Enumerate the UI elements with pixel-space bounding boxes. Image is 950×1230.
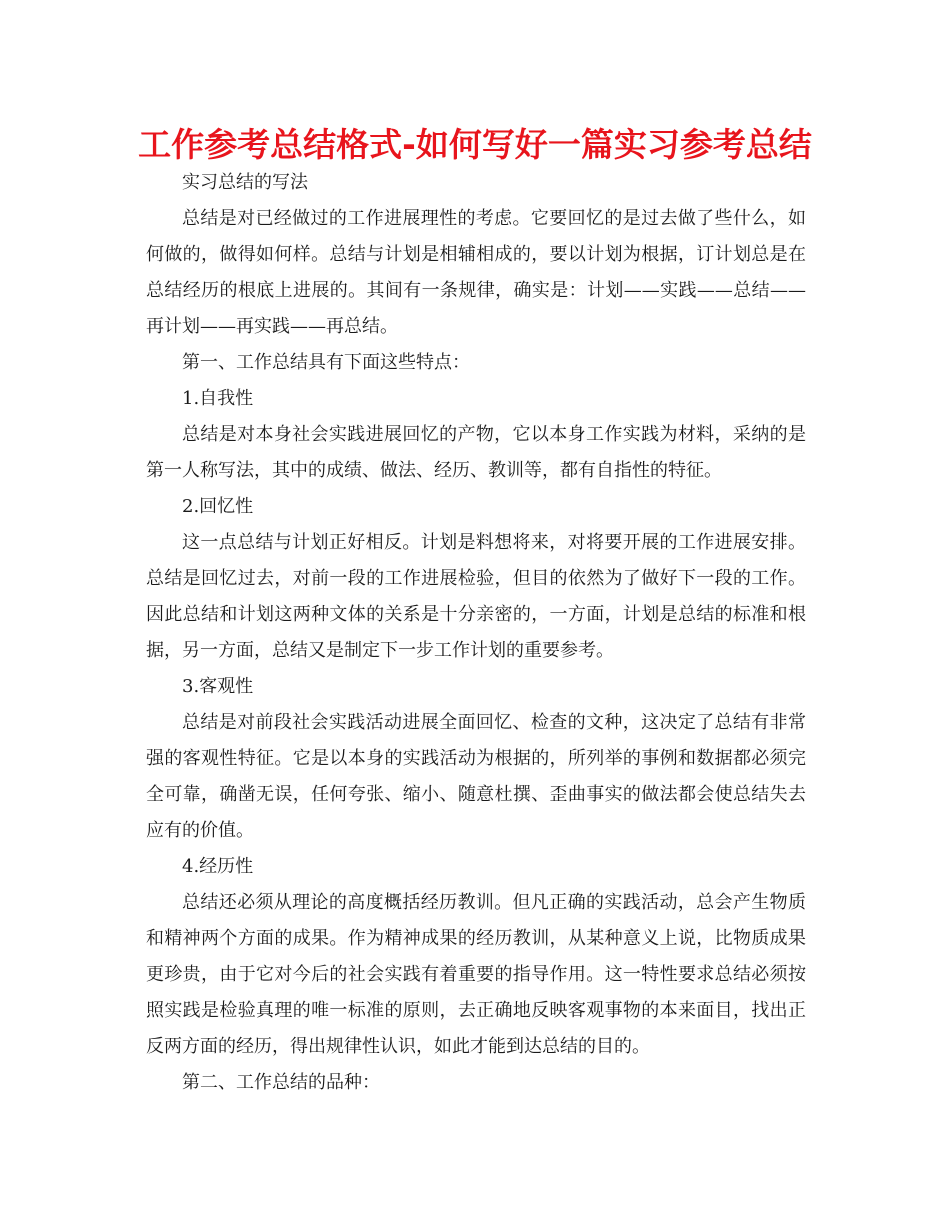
paragraph: 第一、工作总结具有下面这些特点： bbox=[182, 352, 470, 373]
paragraph: 1.自我性 bbox=[182, 388, 254, 409]
paragraph: 总结还必须从理论的高度概括经历教训。但凡正确的实践活动，总会产生物质和精神两个方面的成果。作为精神成果的经历教训，从某种意义上说，比物质成果更珍贵，由于它对今后的社会实践有着重要的指导作用。这一特性要求总结必须按照实践是检验真理的唯一标准的原则，去正确地反映客观事物的本来面目，找出正反两方面的经历，得出规律性认识，如此才能到达总结的目的。 bbox=[146, 892, 806, 1057]
paragraph: 总结是对本身社会实践进展回忆的产物，它以本身工作实践为材料，采纳的是第一人称写法，其中的成绩、做法、经历、教训等，都有自指性的特征。 bbox=[146, 424, 806, 481]
document-body bbox=[146, 165, 806, 1101]
paragraph: 4.经历性 bbox=[182, 856, 254, 877]
paragraph: 实习总结的写法 bbox=[182, 172, 308, 193]
paragraph: 这一点总结与计划正好相反。计划是料想将来，对将要开展的工作进展安排。总结是回忆过去，对前一段的工作进展检验，但目的依然为了做好下一段的工作。因此总结和计划这两种文体的关系是十分亲密的，一方面，计划是总结的标准和根据，另一方面，总结又是制定下一步工作计划的重要参考。 bbox=[146, 532, 806, 661]
paragraph: 总结是对已经做过的工作进展理性的考虑。它要回忆的是过去做了些什么，如何做的，做得如何样。总结与计划是相辅相成的，要以计划为根据，订计划总是在总结经历的根底上进展的。其间有一条规律，确实是：计划——实践——总结——再计划——再实践——再总结。 bbox=[146, 208, 806, 337]
document-title: 工作参考总结格式-如何写好一篇实习参考总结 bbox=[138, 125, 812, 164]
paragraph: 2.回忆性 bbox=[182, 496, 254, 517]
paragraph: 3.客观性 bbox=[182, 676, 254, 697]
paragraph: 第二、工作总结的品种： bbox=[182, 1072, 380, 1093]
paragraph: 总结是对前段社会实践活动进展全面回忆、检查的文种，这决定了总结有非常强的客观性特征。它是以本身的实践活动为根据的，所列举的事例和数据都必须完全可靠，确凿无误，任何夸张、缩小、随意杜撰、歪曲事实的做法都会使总结失去应有的价值。 bbox=[146, 712, 806, 841]
